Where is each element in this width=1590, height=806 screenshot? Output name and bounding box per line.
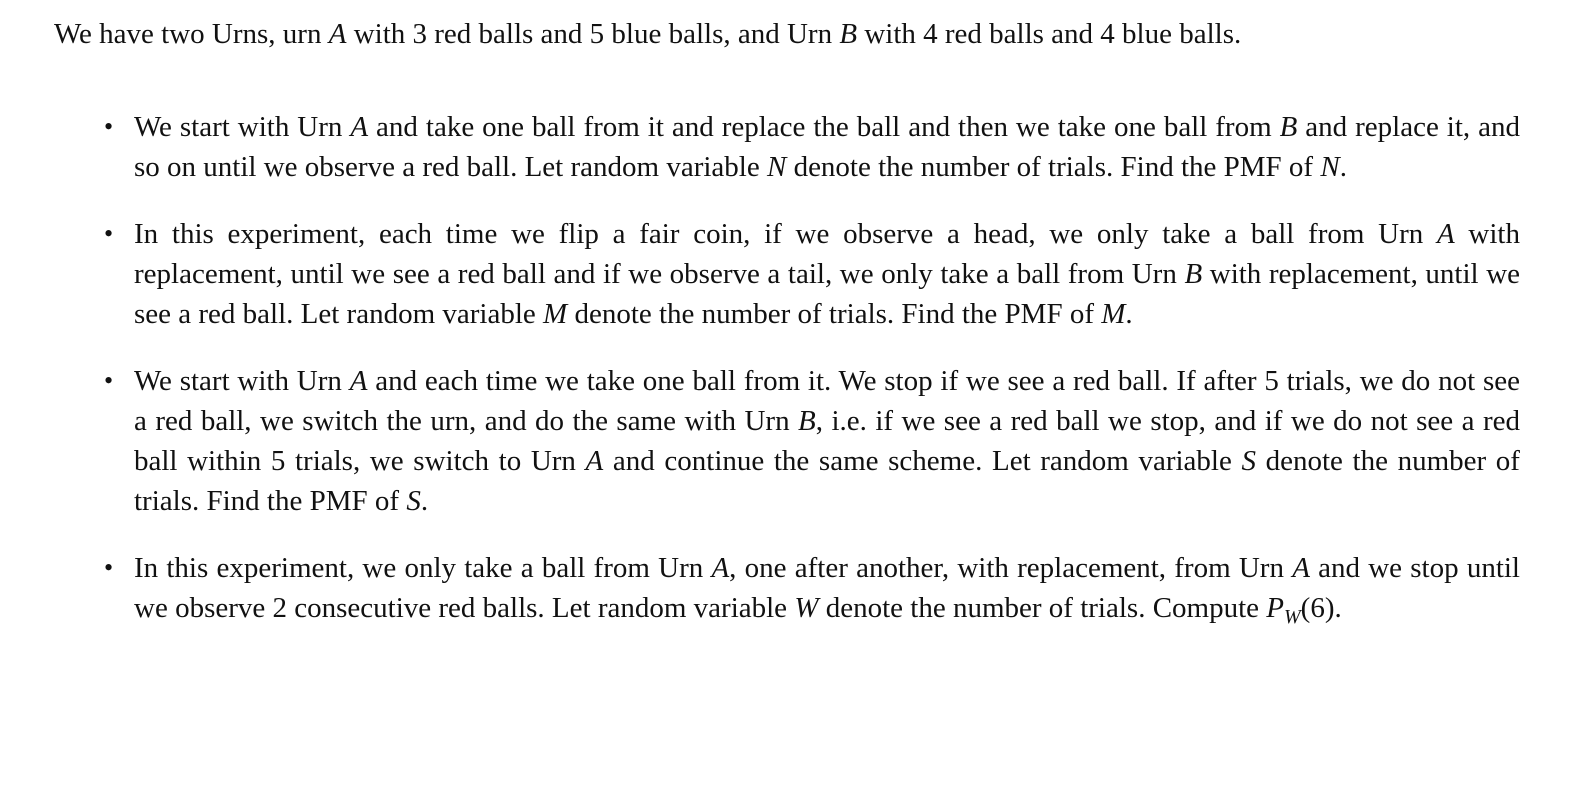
- problem-text: We start with Urn: [134, 111, 351, 143]
- math-var: A: [1436, 218, 1455, 250]
- problem-text: , i.e. if we see a red ball we stop, and if we do not see a red ball within 5 trials, we switch to Urn: [134, 405, 1520, 477]
- problem-item-2: [104, 214, 1521, 334]
- bullet-icon: •: [104, 366, 114, 395]
- bullet-icon: •: [104, 112, 114, 141]
- math-var: N: [1320, 151, 1340, 183]
- bullet-icon: •: [104, 219, 114, 248]
- problem-text: and continue the same scheme. Let random variable: [603, 445, 1242, 477]
- problem-text: .: [420, 485, 429, 517]
- intro-text: with 3 red balls and 5 blue balls, and Urn: [346, 18, 840, 50]
- problem-text: denote the number of trials. Find the PMF of: [786, 151, 1321, 183]
- problem-text: We start with Urn: [134, 365, 350, 397]
- problem-text: and take one ball from it and replace the ball and then we take one ball from: [368, 111, 1280, 143]
- math-var: S: [406, 485, 421, 517]
- math-var: A: [349, 365, 368, 397]
- problem-text: with replacement, until we see a red ball. Let random variable: [134, 258, 1521, 330]
- intro-text: We have two Urns, urn: [54, 18, 329, 50]
- problem-text: , one after another, with replacement, from Urn: [729, 552, 1293, 584]
- problem-item-3: [104, 361, 1520, 521]
- math-var: A: [1292, 552, 1310, 584]
- math-var: P: [1266, 592, 1284, 624]
- problem-text: with replacement, until we see a red ball and if we observe a tail, we only take a ball from Urn: [134, 218, 1520, 290]
- problem-text: and we stop until we observe 2 consecutive red balls. Let random variable: [134, 552, 1520, 624]
- math-var: B: [1184, 258, 1203, 290]
- problem-text: denote the number of trials. Find the PMF of: [567, 298, 1102, 330]
- math-var: B: [1279, 111, 1298, 143]
- intro-paragraph: [54, 14, 1520, 54]
- math-var: A: [711, 552, 730, 584]
- intro-text: with 4 red balls and 4 blue balls.: [857, 18, 1242, 50]
- problem-item-1: [104, 107, 1520, 187]
- problem-text: In this experiment, we only take a ball from Urn: [134, 552, 712, 584]
- problem-text: denote the number of trials. Find the PMF of: [134, 445, 1520, 517]
- math-var: S: [1241, 445, 1256, 477]
- problem-text: (6).: [1300, 592, 1342, 624]
- math-var: M: [1101, 298, 1126, 330]
- problem-text: denote the number of trials. Compute: [818, 592, 1267, 624]
- problem-text: and each time we take one ball from it. We stop if we see a red ball. If after 5 trials, we do not see a red ball, we switch the urn, and do the same with Urn: [134, 365, 1520, 437]
- math-var: A: [585, 445, 604, 477]
- problem-list: [54, 107, 1520, 631]
- math-subscript: W: [1284, 606, 1301, 628]
- math-var: N: [766, 151, 787, 183]
- problem-item-4: [104, 548, 1520, 631]
- math-var: W: [794, 592, 819, 624]
- math-var-urn-a: A: [328, 18, 347, 50]
- math-var: B: [798, 405, 816, 437]
- math-var: M: [543, 298, 568, 330]
- math-var: A: [350, 111, 369, 143]
- problem-text: .: [1125, 298, 1133, 330]
- math-var-urn-b: B: [839, 18, 858, 50]
- problem-text: and replace it, and so on until we observe a red ball. Let random variable: [134, 111, 1520, 183]
- bullet-icon: •: [104, 553, 114, 582]
- problem-text: .: [1339, 151, 1347, 183]
- problem-text: In this experiment, each time we flip a fair coin, if we observe a head, we only take a ball from Urn: [134, 218, 1437, 250]
